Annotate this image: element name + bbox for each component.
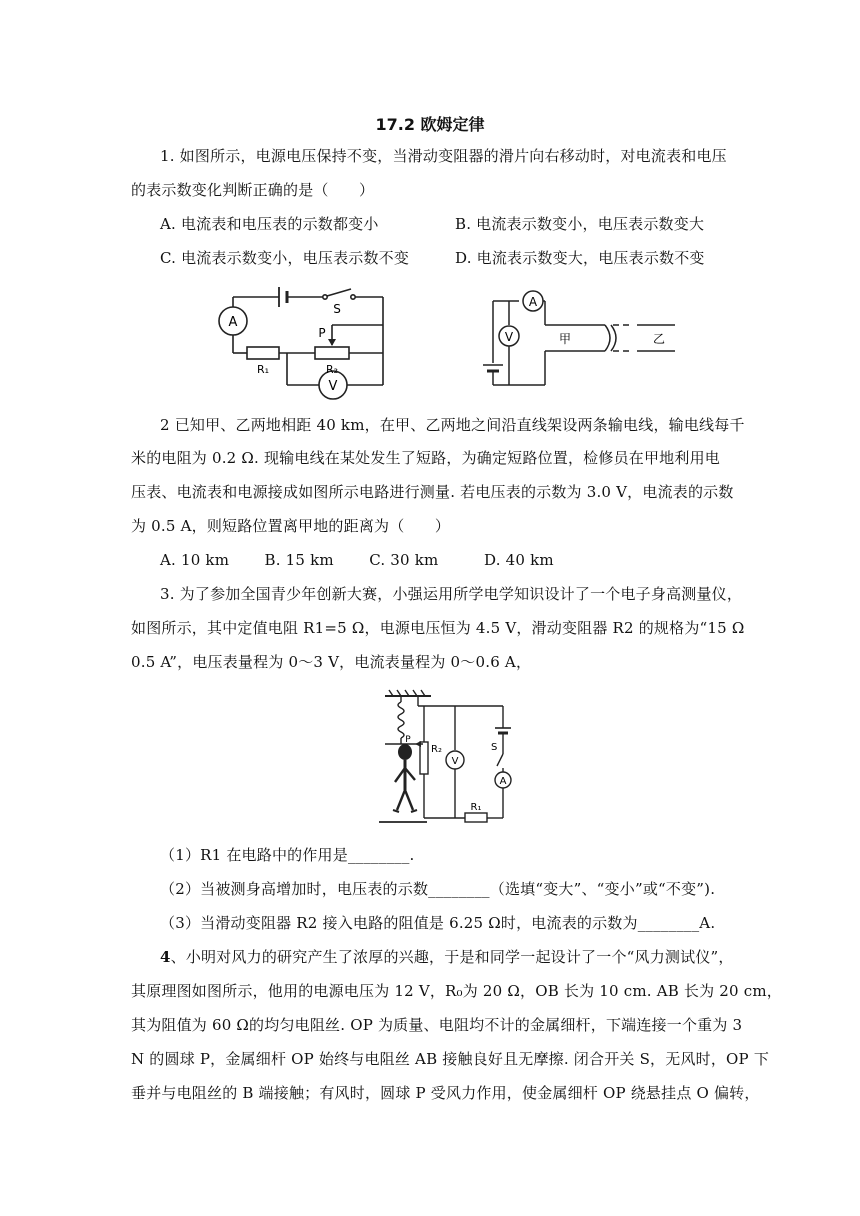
q2-text-line2: 米的电阻为 0.2 Ω. 现输电线在某处发生了短路，为确定短路位置，检修员在甲地利用电	[131, 449, 720, 467]
q3-text-line2: 如图所示，其中定值电阻 R1=5 Ω，电源电压恒为 4.5 V，滑动变阻器 R2 的规格为“15 Ω	[131, 619, 745, 637]
q3-slider-label: P	[405, 735, 411, 745]
q3-sub-question-1: （1）R1 在电路中的作用是________.	[160, 846, 415, 864]
q1-switch-label: S	[333, 302, 341, 316]
q3-r1-label: R₁	[470, 802, 482, 813]
q1-option-b: B. 电流表示数变小，电压表示数变大	[455, 215, 705, 233]
q1-voltmeter-label: V	[328, 379, 338, 394]
q1-text-line2: 的表示数变化判断正确的是（ ）	[131, 181, 375, 199]
page-title: 17.2 欧姆定律	[375, 115, 485, 134]
q1-text-line1: 1. 如图所示，电源电压保持不变，当滑动变阻器的滑片向右移动时，对电流表和电压	[160, 147, 727, 165]
q4-line1-text: 、小明对风力的研究产生了浓厚的兴趣，于是和同学一起设计了一个“风力测试仪”，	[170, 948, 734, 966]
q1-ammeter-label: A	[228, 315, 238, 330]
q4-text-line5: 垂并与电阻丝的 B 端接触；有风时，圆球 P 受风力作用，使金属细杆 OP 绕悬挂点 O 偏转，	[131, 1084, 760, 1102]
q3-text-line3: 0.5 A”，电压表量程为 0～3 V，电流表量程为 0～0.6 A，	[131, 653, 532, 671]
q1-r2-label: R₂	[325, 363, 339, 376]
q3-voltmeter-label: V	[451, 756, 459, 767]
q1-slider-label: P	[318, 326, 326, 340]
q3-ammeter-label: A	[499, 776, 507, 787]
q4-text-line4: N 的圆球 P，金属细杆 OP 始终与电阻丝 AB 接触良好且无摩擦. 闭合开关 S，无风时，OP 下	[131, 1050, 770, 1068]
q2-yi-label: 乙	[653, 332, 666, 346]
q2-voltmeter-label: V	[504, 330, 514, 344]
q3-height-meter-diagram	[375, 688, 525, 830]
q1-r1-label: R₁	[256, 363, 270, 376]
q2-text-line4: 为 0.5 A，则短路位置离甲地的距离为（ ）	[131, 517, 451, 535]
q2-text-line3: 压表、电流表和电源接成如图所示电路进行测量. 若电压表的示数为 3.0 V，电流表的示数	[131, 483, 734, 501]
q3-sub-question-2: （2）当被测身高增加时，电压表的示数________（选填“变大”、“变小”或“不变”).	[160, 880, 716, 898]
q4-number: 4	[160, 948, 171, 966]
q2-transmission-diagram	[475, 285, 685, 395]
q3-r2-label: R₂	[431, 744, 442, 755]
q3-switch-label: S	[491, 742, 498, 753]
q2-ammeter-label: A	[528, 295, 538, 309]
q2-text-line1: 2 已知甲、乙两地相距 40 km，在甲、乙两地之间沿直线架设两条输电线，输电线每千	[160, 416, 745, 434]
q1-option-d: D. 电流表示数变大，电压表示数不变	[455, 249, 705, 267]
q2-jia-label: 甲	[559, 332, 572, 346]
q1-circuit-diagram	[205, 275, 395, 403]
q1-option-c: C. 电流表示数变小，电压表示数不变	[160, 249, 410, 267]
q4-text-line2: 其原理图如图所示，他用的电源电压为 12 V，R₀为 20 Ω，OB 长为 10 cm. AB 长为 20 cm，	[131, 982, 782, 1000]
q4-text-line1	[160, 947, 734, 967]
q2-options: A. 10 km B. 15 km C. 30 km D. 40 km	[160, 551, 554, 569]
q1-option-a: A. 电流表和电压表的示数都变小	[160, 215, 379, 233]
q3-sub-question-3: （3）当滑动变阻器 R2 接入电路的阻值是 6.25 Ω时，电流表的示数为________A.	[160, 914, 716, 932]
q4-text-line3: 其为阻值为 60 Ω的均匀电阻丝. OP 为质量、电阻均不计的金属细杆，下端连接一个重为 3	[131, 1016, 743, 1034]
q3-text-line1: 3. 为了参加全国青少年创新大赛，小强运用所学电学知识设计了一个电子身高测量仪，	[160, 585, 743, 603]
